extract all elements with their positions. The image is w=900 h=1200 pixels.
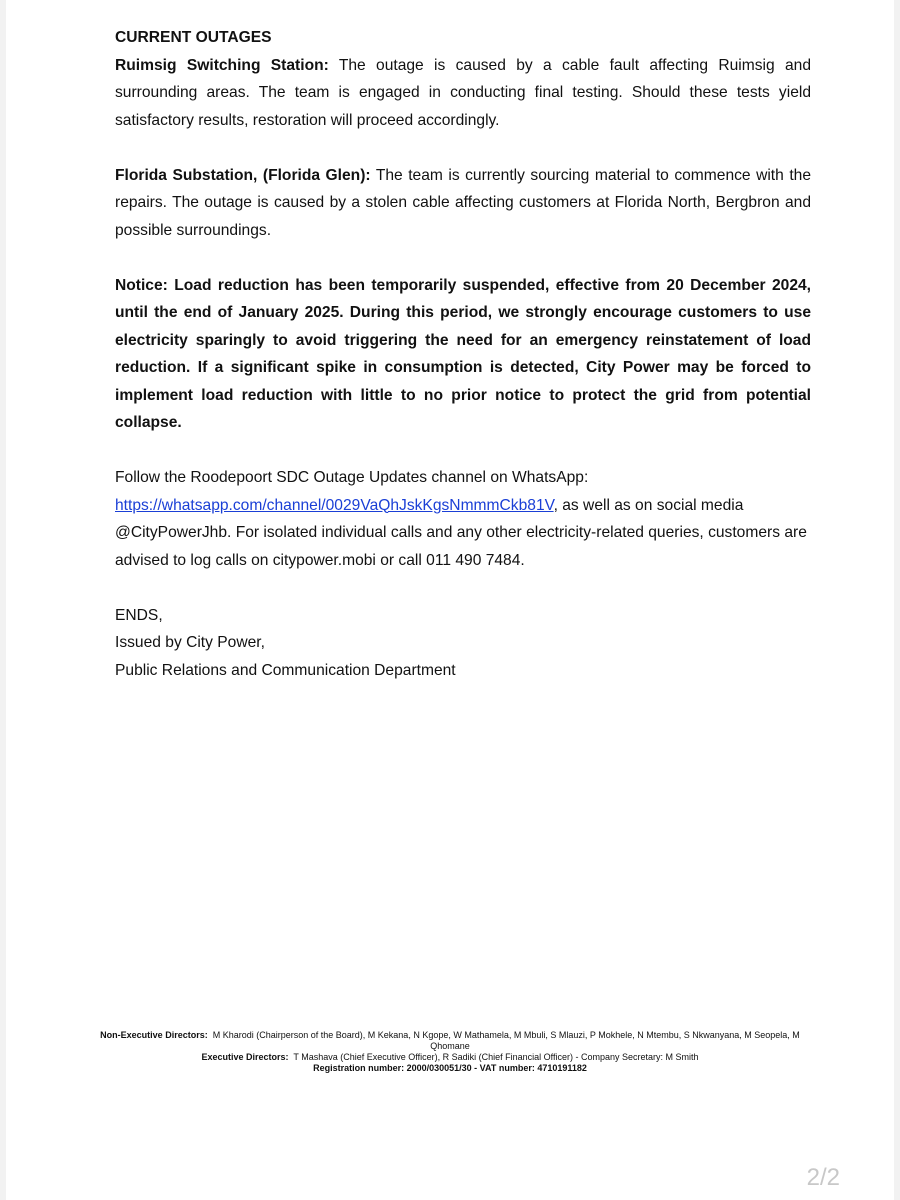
whatsapp-channel-link[interactable]: https://whatsapp.com/channel/0029VaQhJskKgsNmmmCkb81V xyxy=(115,496,554,514)
section-heading: CURRENT OUTAGES xyxy=(115,29,272,46)
spacer xyxy=(115,437,811,465)
notice-paragraph: Notice: Load reduction has been temporarily suspended, effective from 20 December 2024, until the end of January 2025. During this period, we strongly encourage customers to use electricity sparingly to avoid triggering the need for an emergency reinstatement of load reduction. If a significant spike in consumption is detected, City Power may be forced to implement load reduction with little to no prior notice to protect the grid from potential collapse. xyxy=(115,276,811,431)
closing-ends: ENDS, xyxy=(115,606,163,624)
follow-rest: , as well as on social media @CityPowerJhb. For isolated individual calls and any other electricity-related queries, customers are advised to log calls on citypower.mobi or call 011 490 7484. xyxy=(115,496,807,569)
florida-paragraph xyxy=(115,162,811,245)
spacer xyxy=(115,134,811,162)
florida-text: The team is currently sourcing material to commence with the repairs. The outage is caused by a stolen cable affecting customers at Florida North, Bergbron and possible surroundings. xyxy=(115,166,811,239)
exec-text: T Mashava (Chief Executive Officer), R Sadiki (Chief Financial Officer) - Company Secretary: M Smith xyxy=(293,1052,699,1062)
follow-intro: Follow the Roodepoort SDC Outage Updates channel on WhatsApp: xyxy=(115,469,589,486)
document-body xyxy=(115,24,811,684)
closing-issued: Issued by City Power, xyxy=(115,634,265,651)
left-gutter xyxy=(0,0,6,1200)
ruimsig-paragraph xyxy=(115,52,811,135)
page-number-indicator: 2/2 xyxy=(806,1164,840,1191)
florida-label: Florida Substation, (Florida Glen): xyxy=(115,166,371,184)
spacer xyxy=(115,244,811,272)
closing-department: Public Relations and Communication Department xyxy=(115,661,456,679)
ruimsig-text: The outage is caused by a cable fault affecting Ruimsig and surrounding areas. The team is engaged in conducting final testing. Should these tests yield satisfactory results, restoration will proceed accordingly. xyxy=(115,56,811,129)
spacer xyxy=(115,574,811,602)
right-gutter xyxy=(894,0,900,1200)
non-exec-text: M Kharodi (Chairperson of the Board), M Kekana, N Kgope, W Mathamela, M Mbuli, S Mlauzi, P Mokhele, N Mtembu, S Nkwanyana, M Seopela, M Qhomane xyxy=(212,1030,800,1051)
non-executive-directors xyxy=(80,1030,820,1052)
ruimsig-label: Ruimsig Switching Station: xyxy=(115,56,329,74)
follow-paragraph xyxy=(115,464,811,574)
non-exec-label: Non-Executive Directors: xyxy=(100,1030,208,1040)
company-footer xyxy=(80,1030,820,1074)
registration-line: Registration number: 2000/030051/30 - VAT number: 4710191182 xyxy=(313,1063,587,1073)
executive-directors xyxy=(80,1052,820,1063)
exec-label: Executive Directors: xyxy=(201,1052,289,1062)
